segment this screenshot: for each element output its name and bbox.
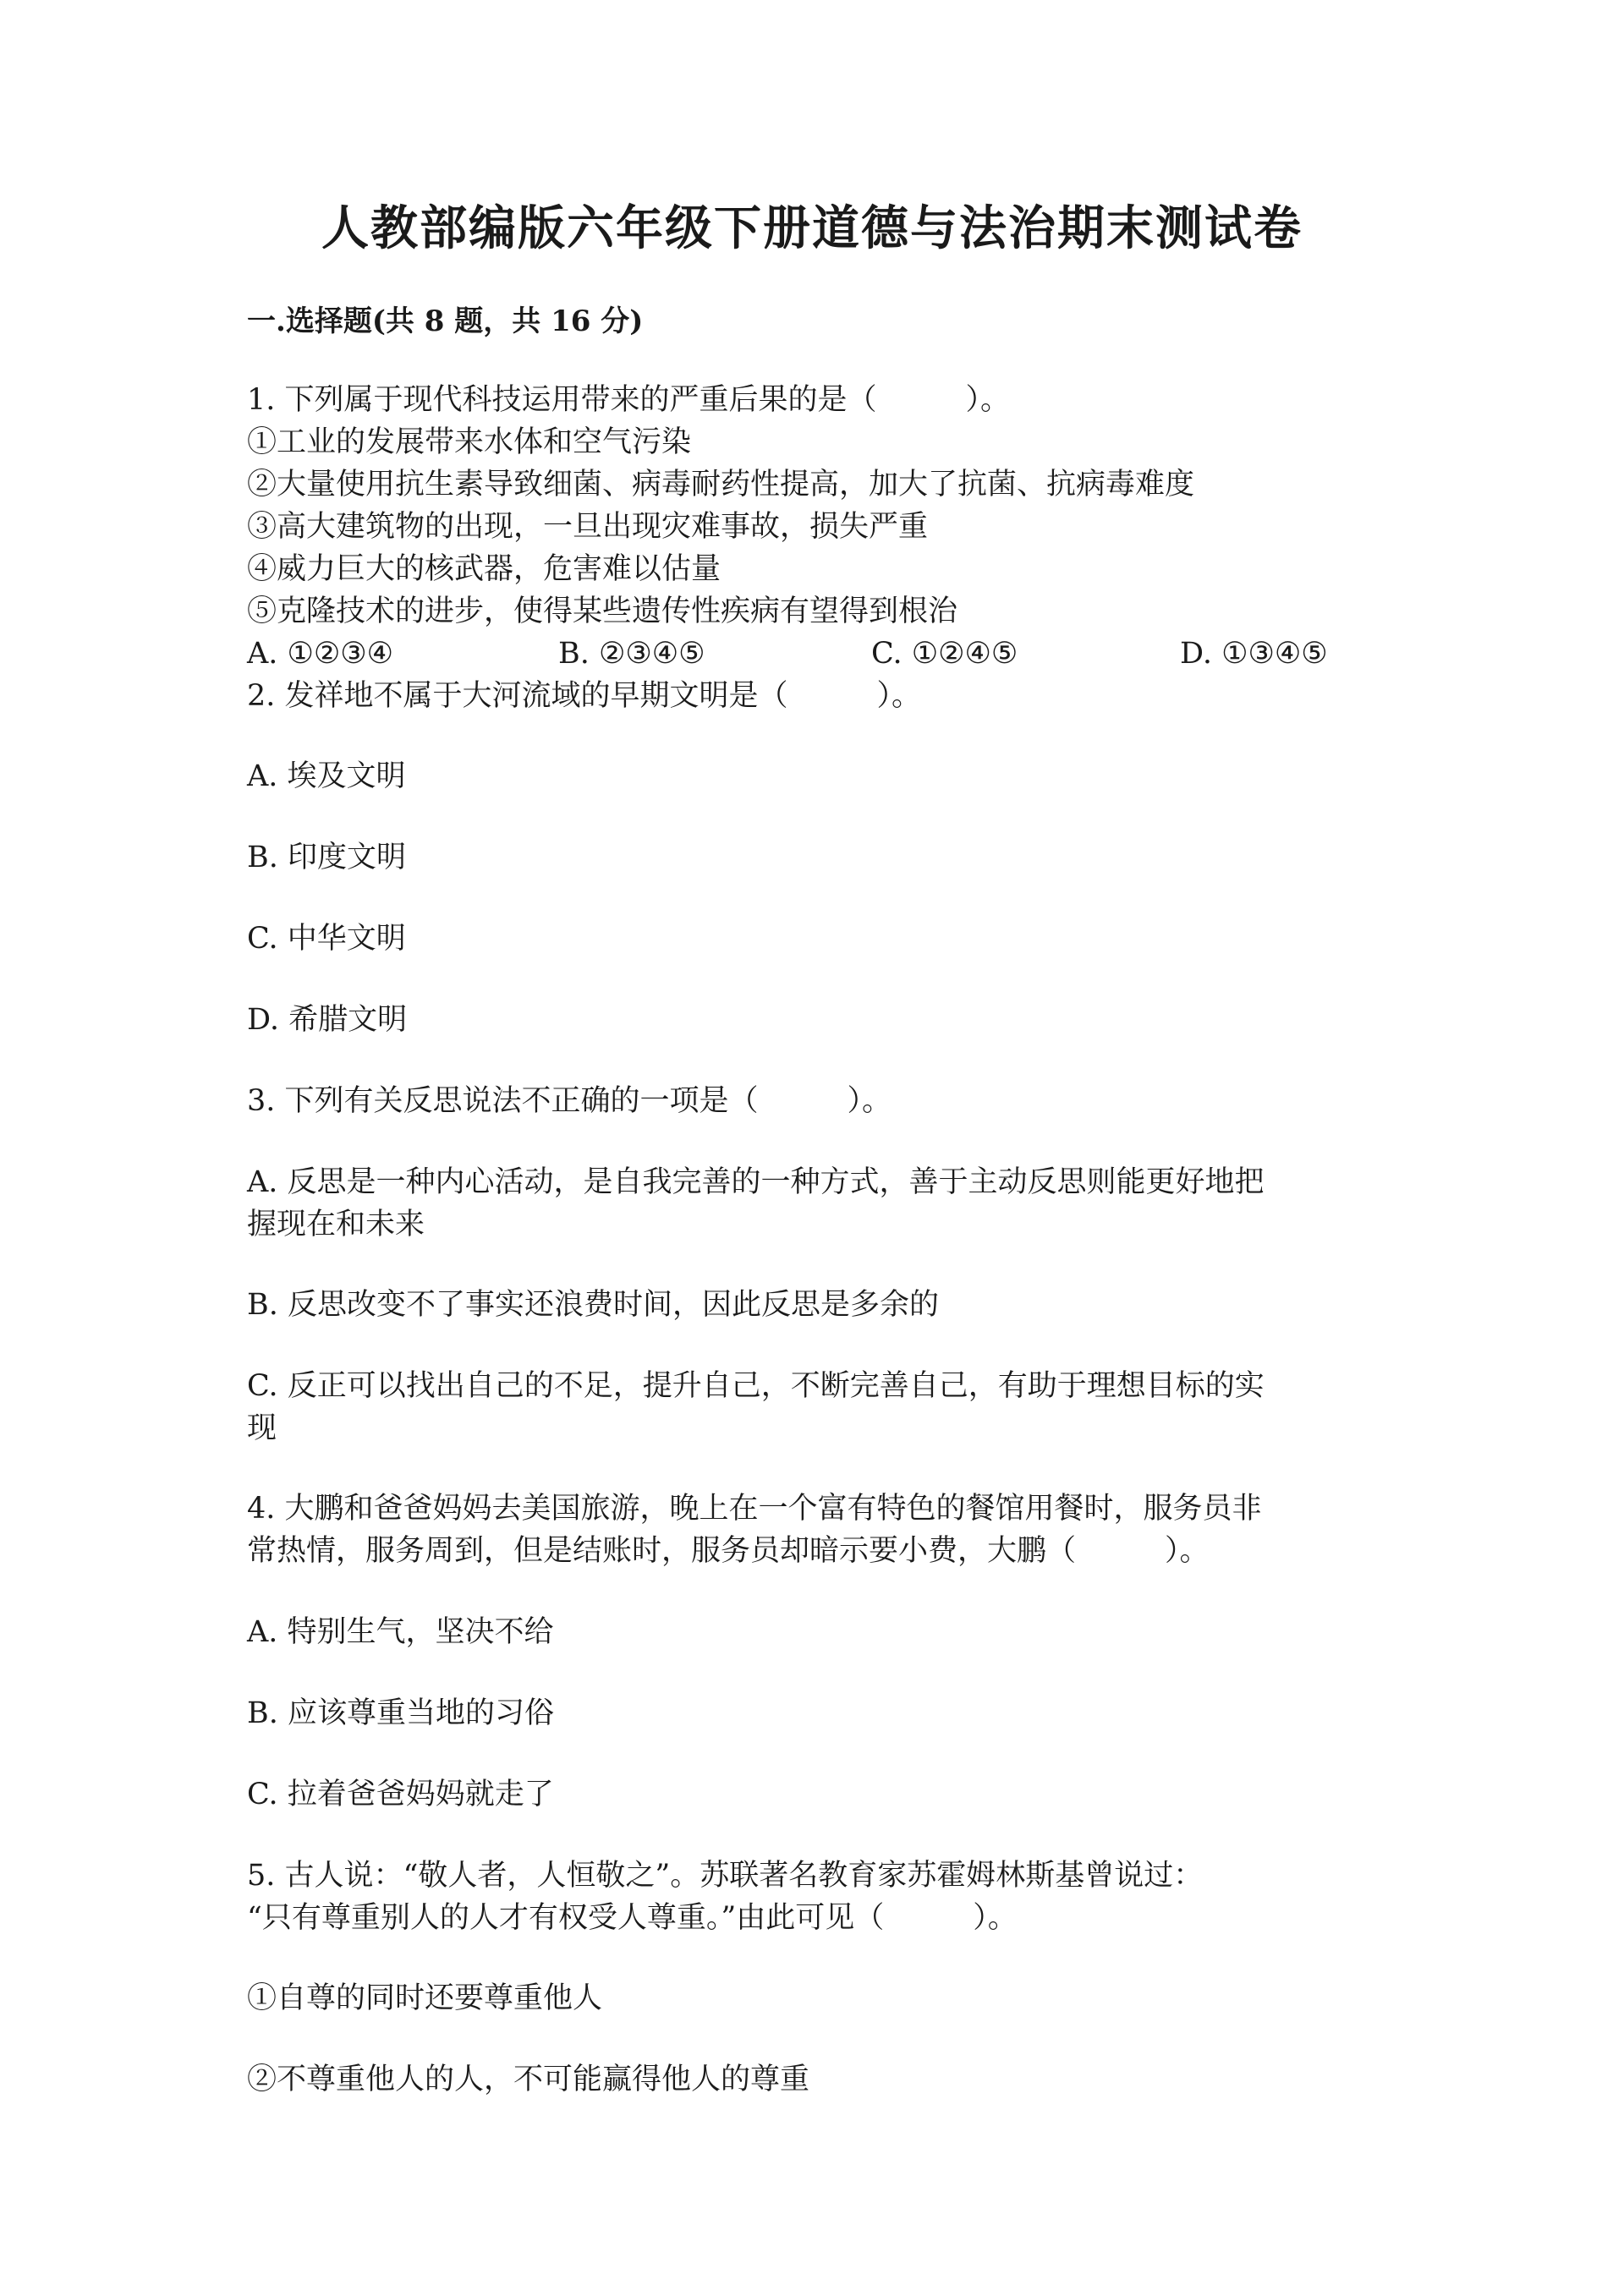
- question-1-option-a: A. ①②③④: [247, 637, 394, 671]
- question-1-item: ④威力巨大的核武器，危害难以估量: [247, 552, 721, 586]
- question-2-option-a: A. 埃及文明: [247, 759, 406, 793]
- question-1-option-c: C. ①②④⑤: [871, 637, 1018, 671]
- question-3-option-c: C. 反正可以找出自己的不足，提升自己，不断完善自己，有助于理想目标的实: [247, 1369, 1265, 1403]
- question-3-option-c-cont: 现: [247, 1411, 277, 1445]
- question-5-item: ②不尊重他人的人，不可能赢得他人的尊重: [247, 2063, 810, 2096]
- section-heading: 一.选择题(共 8 题，共 16 分): [247, 304, 644, 338]
- question-3-option-a-cont: 握现在和未来: [247, 1208, 425, 1241]
- question-4-option-c: C. 拉着爸爸妈妈就走了: [247, 1778, 554, 1811]
- question-2-stem: 2. 发祥地不属于大河流域的早期文明是（ ）。: [247, 679, 922, 713]
- question-2-option-d: D. 希腊文明: [247, 1003, 408, 1037]
- page-title: 人教部编版六年级下册道德与法治期末测试卷: [321, 200, 1303, 256]
- question-1-option-d: D. ①③④⑤: [1180, 637, 1328, 671]
- question-3-option-b: B. 反思改变不了事实还浪费时间，因此反思是多余的: [247, 1288, 939, 1322]
- question-4-option-b: B. 应该尊重当地的习俗: [247, 1696, 554, 1730]
- question-5-stem-cont: “只有尊重别人的人才有权受人尊重。”由此可见（ ）。: [247, 1901, 1018, 1935]
- question-1-item: ①工业的发展带来水体和空气污染: [247, 425, 692, 459]
- question-4-option-a: A. 特别生气，坚决不给: [247, 1615, 554, 1649]
- question-3-option-a: A. 反思是一种内心活动，是自我完善的一种方式，善于主动反思则能更好地把: [247, 1165, 1265, 1199]
- question-4-stem: 4. 大鹏和爸爸妈妈去美国旅游，晚上在一个富有特色的餐馆用餐时，服务员非: [247, 1492, 1262, 1526]
- question-5-stem: 5. 古人说：“敬人者，人恒敬之”。苏联著名教育家苏霍姆林斯基曾说过：: [247, 1859, 1204, 1893]
- question-1-item: ⑤克隆技术的进步，使得某些遗传性疾病有望得到根治: [247, 595, 958, 628]
- question-1-item: ②大量使用抗生素导致细菌、病毒耐药性提高，加大了抗菌、抗病毒难度: [247, 468, 1195, 501]
- question-1-item: ③高大建筑物的出现，一旦出现灾难事故，损失严重: [247, 510, 929, 544]
- question-5-item: ①自尊的同时还要尊重他人: [247, 1981, 603, 2015]
- question-2-option-c: C. 中华文明: [247, 922, 406, 956]
- question-1-stem: 1. 下列属于现代科技运用带来的严重后果的是（ ）。: [247, 383, 1011, 417]
- question-4-stem-cont: 常热情，服务周到，但是结账时，服务员却暗示要小费，大鹏（ ）。: [247, 1534, 1210, 1568]
- question-3-stem: 3. 下列有关反思说法不正确的一项是（ ）。: [247, 1084, 892, 1118]
- question-2-option-b: B. 印度文明: [247, 841, 406, 874]
- question-1-option-b: B. ②③④⑤: [558, 637, 705, 671]
